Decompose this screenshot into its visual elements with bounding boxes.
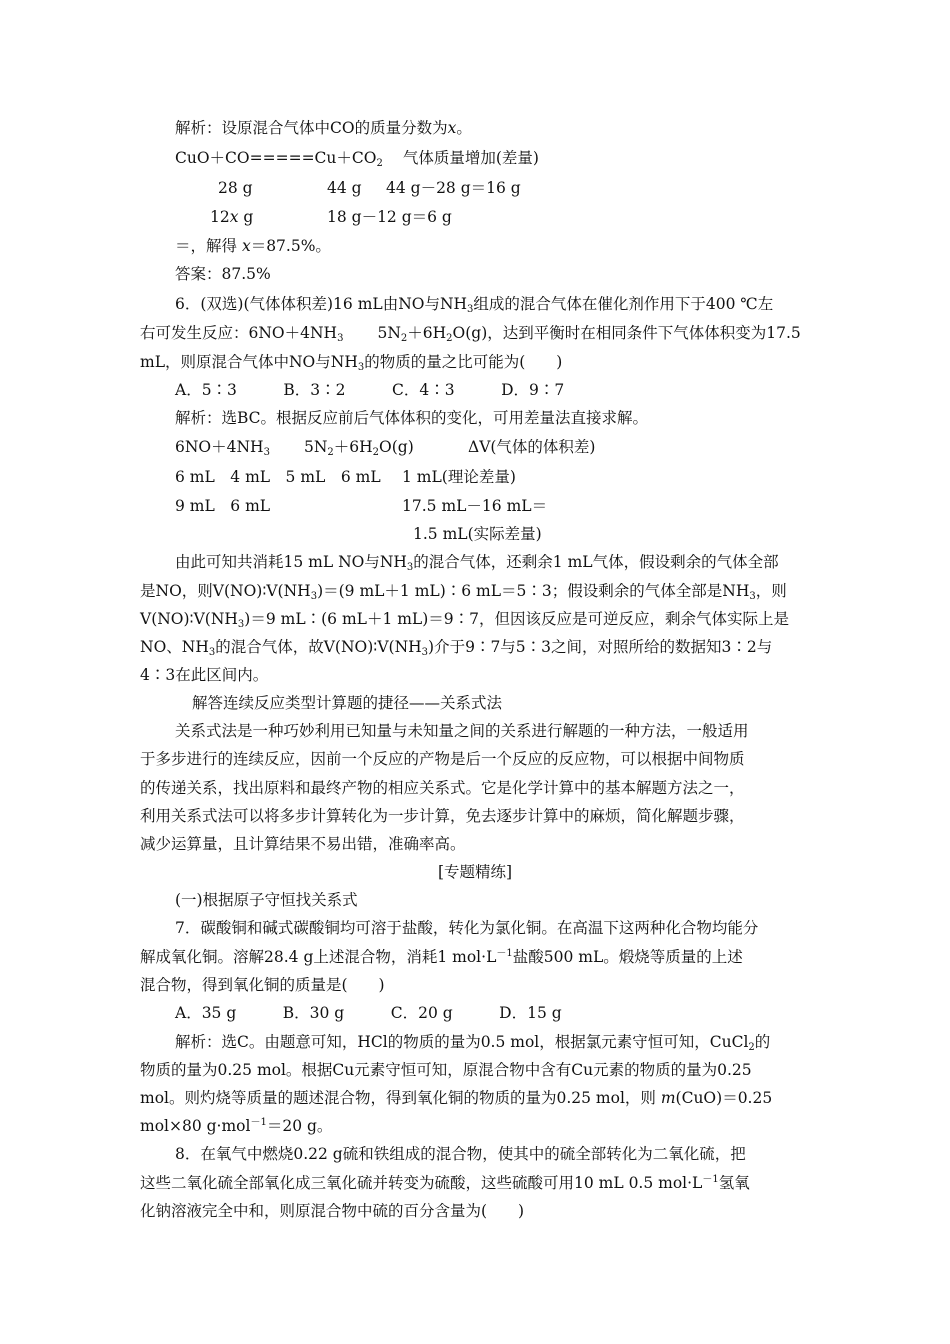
q6-para-5: 4∶3在此区间内。 (140, 666, 269, 684)
q5-row2-a: 12x g (210, 208, 254, 226)
section-body-5: 减少运算量，且计算结果不易出错，准确率高。 (140, 835, 466, 853)
q6-row2: 9 mL 6 mL (175, 497, 271, 515)
q6-para-4: NO、$NH_3$的混合气体，故$V(NO)∶V(NH_3)$介于9∶7与5∶3之间，对照所给的数据知3∶2与 (140, 638, 773, 658)
section-body-2: 于多步进行的连续反应，因前一个反应的产物是后一个反应的反应物，可以根据中间物质 (140, 750, 745, 768)
q6-row1-diff: 1 mL(理论差量) (402, 468, 516, 486)
q6-line1: 6．(双选)(气体体积差)16 mL由NO与$NH_3$组成的混合气体在催化剂作用下于400 ℃左 (175, 295, 774, 315)
q5-analysis-intro: 解析：设原混合气体中CO的质量分数为x。 (175, 119, 472, 137)
sub-heading: (一)根据原子守恒找关系式 (175, 891, 358, 909)
q6-row1: 6 mL 4 mL 5 mL 6 mL (175, 468, 381, 486)
q6-para-2: 是NO，则$V(NO)∶V(NH_3)=(9$ mL＋1 mL)∶6 mL＝5∶3；假设剩余的气体全部是$NH_3$，则 (140, 582, 787, 602)
q6-delta-label: ΔV(气体的体积差) (468, 438, 596, 456)
q7-analysis-4: mol×80 g·mol$^{-1}$＝20 g。 (140, 1117, 333, 1135)
q6-line2: 右可发生反应：$6NO+4NH_3$ $5N_2+6H_2O(g)$，达到平衡时在相同条件下气体体积变为17.5 (140, 324, 801, 344)
q8-line3: 化钠溶液完全中和，则原混合物中硫的百分含量为( ) (140, 1202, 525, 1220)
q5-equation: $CuO+CO=====Cu+CO_2$ 气体质量增加(差量) (175, 149, 539, 169)
q6-para-3: $V(NO)∶V(NH_3)=9$ mL∶(6 mL＋1 mL)＝9∶7，但因该反应是可逆反应，剩余气体实际上是 (140, 610, 790, 630)
q6-row2-diff: 17.5 mL－16 mL＝ (402, 497, 548, 515)
q5-row2-c: 18 g－12 g＝6 g (327, 208, 452, 226)
q6-analysis: 解析：选BC。根据反应前后气体体积的变化，可用差量法直接求解。 (175, 409, 649, 427)
section-body-3: 的传递关系，找出原料和最终产物的相应关系式。它是化学计算中的基本解题方法之一， (140, 779, 745, 797)
q7-analysis-2: 物质的量为0.25 mol。根据Cu元素守恒可知，原混合物中含有Cu元素的物质的量为0.25 (140, 1061, 752, 1079)
q6-equation: $6NO+4NH_3$ $5N_2+6H_2O(g)$ (175, 438, 414, 458)
q7-line2: 解成氧化铜。溶解28.4 g上述混合物，消耗1 $mol\cdot L^{-1}$盐酸500 mL。煅烧等质量的上述 (140, 948, 743, 966)
q8-line2: 这些二氧化硫全部氧化成三氧化硫并转变为硫酸，这些硫酸可用10 mL 0.5 $mol\cdot L^{-1}$氢氧 (140, 1174, 750, 1192)
section-heading: 解答连续反应类型计算题的捷径——关系式法 (192, 694, 503, 712)
q7-analysis-1: 解析：选C。由题意可知，HCl的物质的量为0.5 mol，根据氯元素守恒可知，CuCl$_2$的 (175, 1033, 771, 1053)
q6-options: A．5∶3 B．3∶2 C．4∶3 D．9∶7 (175, 381, 565, 399)
q5-row1-a: 28 g (218, 179, 253, 197)
section-body-1: 关系式法是一种巧妙利用已知量与未知量之间的关系进行解题的一种方法，一般适用 (175, 722, 749, 740)
q7-line3: 混合物，得到氧化铜的质量是( ) (140, 976, 385, 994)
q6-row2-diff2: 1.5 mL(实际差量) (413, 525, 542, 543)
q5-row1-b: 44 g (327, 179, 362, 197)
q7-line1: 7．碳酸铜和碱式碳酸铜均可溶于盐酸，转化为氯化铜。在高温下这两种化合物均能分 (175, 919, 759, 937)
q6-para-1: 由此可知共消耗15 mL NO与$NH_3$的混合气体，还剩余1 mL气体，假设剩余的气体全部 (175, 553, 779, 573)
q5-answer: 答案：87.5% (175, 265, 271, 283)
practice-heading: [专题精练] (437, 863, 513, 881)
q7-options: A．35 g B．30 g C．20 g D．15 g (175, 1004, 562, 1022)
q5-result: ＝，解得 x＝87.5%。 (175, 237, 331, 255)
section-body-4: 利用关系式法可以将多步计算转化为一步计算，免去逐步计算中的麻烦，简化解题步骤， (140, 807, 745, 825)
q8-line1: 8．在氧气中燃烧0.22 g硫和铁组成的混合物，使其中的硫全部转化为二氧化硫，把 (175, 1145, 746, 1163)
q7-analysis-3: mol。则灼烧等质量的题述混合物，得到氧化铜的物质的量为0.25 mol，则 m(CuO)＝0.25 (140, 1089, 773, 1107)
q6-line3: mL，则原混合气体中NO与$NH_3$的物质的量之比可能为( ) (140, 353, 563, 373)
q5-row1-c: 44 g－28 g＝16 g (386, 179, 521, 197)
